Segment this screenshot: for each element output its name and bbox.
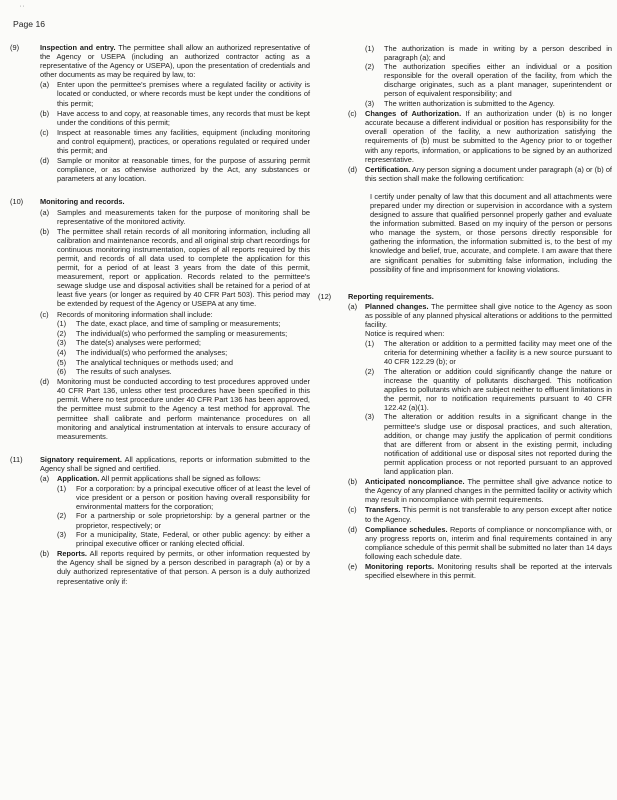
section-11-continued: [318, 44, 612, 274]
section-11: [10, 455, 310, 586]
list-item: (b) Have access to and copy, at reasonable times, any records that must be kept under the conditions of this permit;: [40, 108, 310, 127]
list-item: (c) Changes of Authorization. If an authorization under (b) is no longer accurate because a different individual or position has responsibility for the overall operation of the facility, a new authorization satisfying the requirements of (b) must be submitted to the Agency prior to or together with any reports, information, or applications to be signed by an authorized representative.: [348, 109, 612, 164]
certification-statement: I certify under penalty of law that this document and all attachments were prepared under my direction or supervision in accordance with a system designed to assure that qualified personnel properly gather and evaluate the information submitted. Based on my inquiry of the person or persons who manage the system, or those persons directly responsible for gathering the information, the information submitted is, to the best of my knowledge and belief, true, accurate, and complete. I am aware that there are significant penalties for submitting false information, including the possibility of fine and imprisonment for knowing violations.: [370, 191, 612, 274]
list-item: (a) Samples and measurements taken for the purpose of monitoring shall be representative of the monitored activity.: [40, 207, 310, 226]
section-10: [10, 197, 310, 440]
notice-subheading: Notice is required when:: [365, 329, 445, 339]
list-item: (b) Anticipated noncompliance. The permittee shall give advance notice to the Agency of any planned changes in the permitted facility or activity which may result in noncompliance with permit requirements.: [348, 477, 612, 505]
sub-list-item: (5) The analytical techniques or methods used; and: [57, 357, 233, 367]
sub-list-item: (1) For a corporation: by a principal executive officer of at least the level of vice president or a person or position having overall responsibility for environmental matters for the corporation;: [57, 483, 310, 511]
sub-list-item: (2) The alteration or addition could significantly change the nature or increase the quantity of pollutants discharged. This notification applies to pollutants which are subject neither to effluent limitations in the permit, nor to notification requirements pursuant to 40 CFR 122.42 (a)(1).: [365, 366, 612, 412]
list-item: (a) Enter upon the permittee's premises where a regulated facility or activity is located or conducted, or where records must be kept under the conditions of this permit;: [40, 80, 310, 108]
page-number: Page 16: [13, 19, 46, 29]
section-text: All applications, reports or information submitted to the Agency shall be signed and certified.: [40, 454, 310, 473]
list-item: (d) Sample or monitor at reasonable times, for the purpose of assuring permit compliance, or as otherwise authorized by the Act, any substances or parameters at any location.: [40, 156, 310, 184]
list-item: (d) Monitoring must be conducted according to test procedures approved under 40 CFR Part 136, unless other test procedures have been specified in this permit. Where no test procedure under 40 CFR Part 136 has been approved, the permittee must submit to the Agency a test method for approval. The permittee shall calibrate and perform maintenance procedures on all monitoring and analytical instrumentation at intervals to ensure accuracy of measurements.: [40, 377, 310, 441]
list-item: (b) The permittee shall retain records of all monitoring information, including all calibration and maintenance records, and all original strip chart recordings for continuous monitoring instrumentation, copies of all reports required by this permit, and records of all data used to complete the application for this permit, for a period of at least 3 years from the date of this permit, measurement, report or application. Records related to the permittee's sewage sludge use and disposal activities shall be retained for a period of at least five years (or longer as required by 40 CFR Part 503). This period may be extended by request of the Agency or USEPA at any time.: [40, 226, 310, 309]
sub-list-item: (3) The alteration or addition results in a significant change in the permittee's sludge use or disposal practices, and such alteration, addition, or change may justify the application of permit conditions that are different from or absent in the existing permit, including notification of additional use or disposal sites not reported during the permit application process or not reported pursuant to an approved land application plan.: [365, 412, 612, 477]
left-column: [10, 43, 310, 586]
right-column: [318, 43, 612, 580]
list-item: (c) Transfers. This permit is not transferable to any person except after notice to the Agency.: [348, 505, 612, 524]
scan-mark: ' ': [20, 6, 24, 12]
sub-list-item: (6) The results of such analyses.: [57, 367, 172, 377]
section-number: (9): [10, 43, 20, 52]
sub-list-item: (1) The alteration or addition to a permitted facility may meet one of the criteria for determining whether a facility is a new source pursuant to 40 CFR 122.29 (b); or: [365, 338, 612, 366]
sub-list-item: (3) For a municipality, State, Federal, or other public agency: by either a principal executive officer or ranking elected official.: [57, 530, 310, 549]
section-heading: Reporting requirements.: [348, 291, 434, 301]
sub-list-item: (3) The written authorization is submitted to the Agency.: [365, 99, 555, 109]
section-9: [10, 43, 310, 183]
list-item: (d) Certification. Any person signing a document under paragraph (a) or (b) of this section shall make the following certification:: [348, 164, 612, 183]
section-number: (10): [10, 197, 24, 207]
sub-list-item: (1) The date, exact place, and time of sampling or measurements;: [57, 319, 281, 329]
list-item: (a) Application. All permit applications shall be signed as follows: (1) For a corporation: by a principal executive officer of at least the level of vice president or a person or position having overall responsibility for environmental matters for the corporation; (2) For a partnership or sole proprietorship: by a general partner or the proprietor, respectively; or (3) For a municipality, State, Federal, or other public agency: by either a principal executive officer or ranking elected official.: [40, 474, 310, 549]
section-12: [318, 292, 612, 580]
list-item: (a) Planned changes. The permittee shall give notice to the Agency as soon as possible of any planned physical alterations or additions to the permitted facility. Notice is required when: (1) The alteration or addition to a permitted facility may meet one of the criteria for determining whether a facility is a new source pursuant to 40 CFR 122.29 (b); or (2) The alteration or addition could significantly change the nature or increase the quantity of pollutants discharged. This notification applies to pollutants which are subject neither to effluent limitations in the permit, nor to notification requirements pursuant to 40 CFR 122.42 (a)(1). (3) The alteration or addition results in a significant change in the permittee's sludge use or disposal practices, and such alteration, addition, or change may justify the application of permit conditions that are different from or absent in the existing permit, including notification of additional use or disposal sites not reported during the permit application process or not reported pursuant to an approved land application plan.: [348, 301, 612, 477]
sub-list-item: (2) The authorization specifies either an individual or a position responsible for the overall operation of the facility, from which the discharge originates, such as a plant manager, superintendent or person of equivalent responsibility; and: [365, 62, 612, 99]
sub-list-item: (2) For a partnership or sole proprietorship: by a general partner or the proprietor, respectively; or: [57, 511, 310, 530]
list-item: (c) Inspect at reasonable times any facilities, equipment (including monitoring and control equipment), practices, or operations regulated or required under this permit; and: [40, 127, 310, 156]
section-text: The permittee shall allow an authorized representative of the Agency or USEPA (including an authorized contractor acting as a representative of the Agency or USEPA), upon the presentation of credentials and other documents as may be required by law, to:: [40, 43, 310, 80]
section-number: (11): [10, 454, 23, 464]
list-item: (c) Records of monitoring information shall include: (1) The date, exact place, and time of sampling or measurements; (2) The individual(s) who performed the sampling or measurements; (3) The date(s) analyses were performed; (4) The individual(s) who performed the analyses; (5) The analytical techniques or methods used; and (6) The results of such analyses.: [40, 310, 310, 377]
sub-list-item: (1) The authorization is made in writing by a person described in paragraph (a); and: [365, 43, 612, 62]
section-heading: Signatory requirement.: [40, 454, 122, 464]
list-item: (e) Monitoring reports. Monitoring results shall be reported at the intervals specified elsewhere in this permit.: [348, 561, 613, 581]
sub-list-item: (2) The individual(s) who performed the sampling or measurements;: [57, 328, 288, 338]
list-item: (b) Reports. All reports required by permits, or other information requested by the Agency shall be signed by a person described in paragraph (a) or by a duly authorized representative of that person. A person is a duly authorized representative only if:: [40, 549, 310, 586]
section-heading: Inspection and entry.: [40, 43, 116, 52]
section-number: (12): [318, 291, 332, 301]
sub-list-item: (4) The individual(s) who performed the analyses;: [57, 347, 228, 357]
sub-list-item: (3) The date(s) analyses were performed;: [57, 338, 201, 348]
list-item: (d) Compliance schedules. Reports of compliance or noncompliance with, or any progress reports on, interim and final requirements contained in any compliance schedule of this permit shall be submitted no later than 14 days following each schedule date.: [348, 524, 612, 561]
section-heading: Monitoring and records.: [40, 197, 125, 207]
